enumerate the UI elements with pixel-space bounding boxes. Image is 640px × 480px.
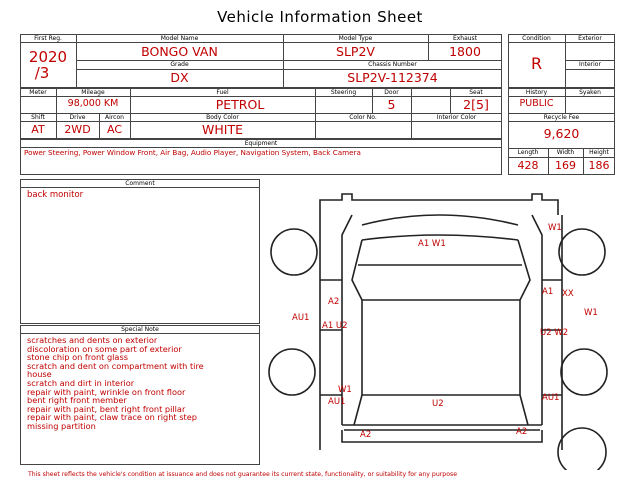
drive-label: Drive: [69, 114, 86, 121]
fuel-value: PETROL: [215, 97, 265, 112]
recycle-fee-label: Recycle Fee: [543, 114, 580, 121]
first-reg-month: /3: [34, 64, 50, 82]
condition-value: R: [530, 54, 543, 73]
history-value: PUBLIC: [519, 98, 554, 109]
comment-label: Comment: [125, 180, 155, 187]
mileage-value: 98,000 KM: [67, 98, 119, 109]
shift-label: Shift: [31, 114, 45, 121]
color-no-label: Color No.: [349, 114, 377, 121]
condition-label: Condition: [522, 35, 551, 42]
diagram-mark: W1: [584, 308, 598, 318]
height-label: Height: [589, 149, 609, 156]
length-value: 428: [517, 159, 539, 172]
diagram-mark: AU1: [292, 313, 310, 323]
diagram-mark: XX: [562, 289, 574, 299]
aircon-value: AC: [106, 123, 122, 136]
equipment-label: Equipment: [244, 140, 278, 147]
interior-label: Interior: [579, 61, 601, 68]
door-label: Door: [384, 89, 399, 96]
special-note-item: missing partition: [27, 420, 96, 431]
width-value: 169: [555, 159, 576, 172]
first-reg-label: First Reg.: [34, 35, 62, 42]
chassis-number-label: Chassis Number: [368, 61, 417, 68]
body-color-label: Body Color: [206, 114, 239, 121]
meter-label: Meter: [29, 89, 47, 96]
grade-value: DX: [170, 70, 189, 85]
aircon-label: Aircon: [105, 114, 124, 121]
chassis-number-value: SLP2V-112374: [347, 70, 438, 85]
steering-label: Steering: [330, 89, 357, 96]
diagram-mark: U2: [432, 399, 444, 409]
special-note-item: bent right front member: [27, 395, 127, 406]
diagram-mark: W1: [338, 385, 352, 395]
special-note-item: scratches and dents on exterior: [27, 335, 158, 345]
diagram-mark: A2: [328, 297, 340, 307]
mileage-label: Mileage: [81, 89, 105, 96]
diagram-mark: U2 W2: [540, 328, 569, 338]
exhaust-value: 1800: [449, 44, 481, 59]
special-note-item: stone chip on front glass: [27, 352, 128, 363]
special-note-label: Special Note: [121, 326, 159, 333]
special-note-item: repair with paint, bent right front pillar: [27, 403, 186, 414]
seat-label: Seat: [469, 89, 483, 96]
height-value: 186: [588, 159, 610, 172]
special-note-item: repair with paint, claw trace on right step: [27, 412, 197, 423]
model-name-value: BONGO VAN: [141, 44, 218, 59]
diagram-mark: A1: [542, 287, 554, 297]
special-note-item: scratch and dent on compartment with tire house: [27, 360, 204, 380]
syaken-label: Syaken: [579, 89, 601, 96]
fuel-label: Fuel: [216, 89, 229, 96]
recycle-fee-value: 9,620: [543, 126, 580, 141]
equipment-value: Power Steering, Power Window Front, Air Bag, Audio Player, Navigation System, Back Camera: [24, 148, 361, 157]
vehicle-diagram: [262, 180, 622, 470]
exhaust-label: Exhaust: [452, 35, 478, 42]
special-note-item: repair with paint, wrinkle on front floor: [27, 386, 186, 397]
door-value: 5: [387, 97, 396, 112]
disclaimer-footer: This sheet reflects the vehicle's condition at issuance and does not guarantee its current state, functionality, or suitability for any purpose: [28, 471, 458, 478]
special-note-item: discoloration on some part of exterior: [27, 343, 182, 354]
wheel-rear-left: [269, 349, 315, 395]
diagram-mark: A1 U2: [322, 321, 348, 331]
wheel-spare: [558, 428, 606, 470]
shift-value: AT: [31, 123, 45, 136]
diagram-mark: W1: [548, 223, 562, 233]
diagram-mark: A1 W1: [418, 239, 446, 249]
exterior-label: Exterior: [578, 35, 602, 42]
interior-color-label: Interior Color: [436, 114, 477, 121]
page-title: Vehicle Information Sheet: [217, 8, 423, 26]
model-name-label: Model Name: [160, 35, 199, 42]
wheel-front-right: [559, 229, 605, 275]
length-label: Length: [517, 149, 539, 156]
width-label: Width: [556, 149, 575, 156]
first-reg-year: 2020: [28, 48, 68, 66]
special-note-item: scratch and dirt in interior: [27, 377, 135, 388]
special-notes-list: [27, 336, 227, 431]
grade-label: Grade: [170, 61, 189, 68]
body-color-value: WHITE: [202, 122, 243, 137]
wheel-rear-right: [561, 349, 607, 395]
drive-value: 2WD: [64, 123, 91, 136]
comment-value: back monitor: [27, 190, 84, 200]
diagram-mark: A2: [360, 430, 372, 440]
model-type-value: SLP2V: [336, 44, 375, 59]
diagram-mark: AU1: [328, 397, 346, 407]
diagram-mark: A2: [516, 427, 528, 437]
history-label: History: [525, 89, 548, 96]
model-type-label: Model Type: [338, 35, 373, 42]
diagram-mark: AU1: [542, 393, 560, 403]
comment-box: [20, 179, 260, 324]
wheel-front-left: [271, 229, 317, 275]
seat-value: 2[5]: [463, 97, 489, 112]
